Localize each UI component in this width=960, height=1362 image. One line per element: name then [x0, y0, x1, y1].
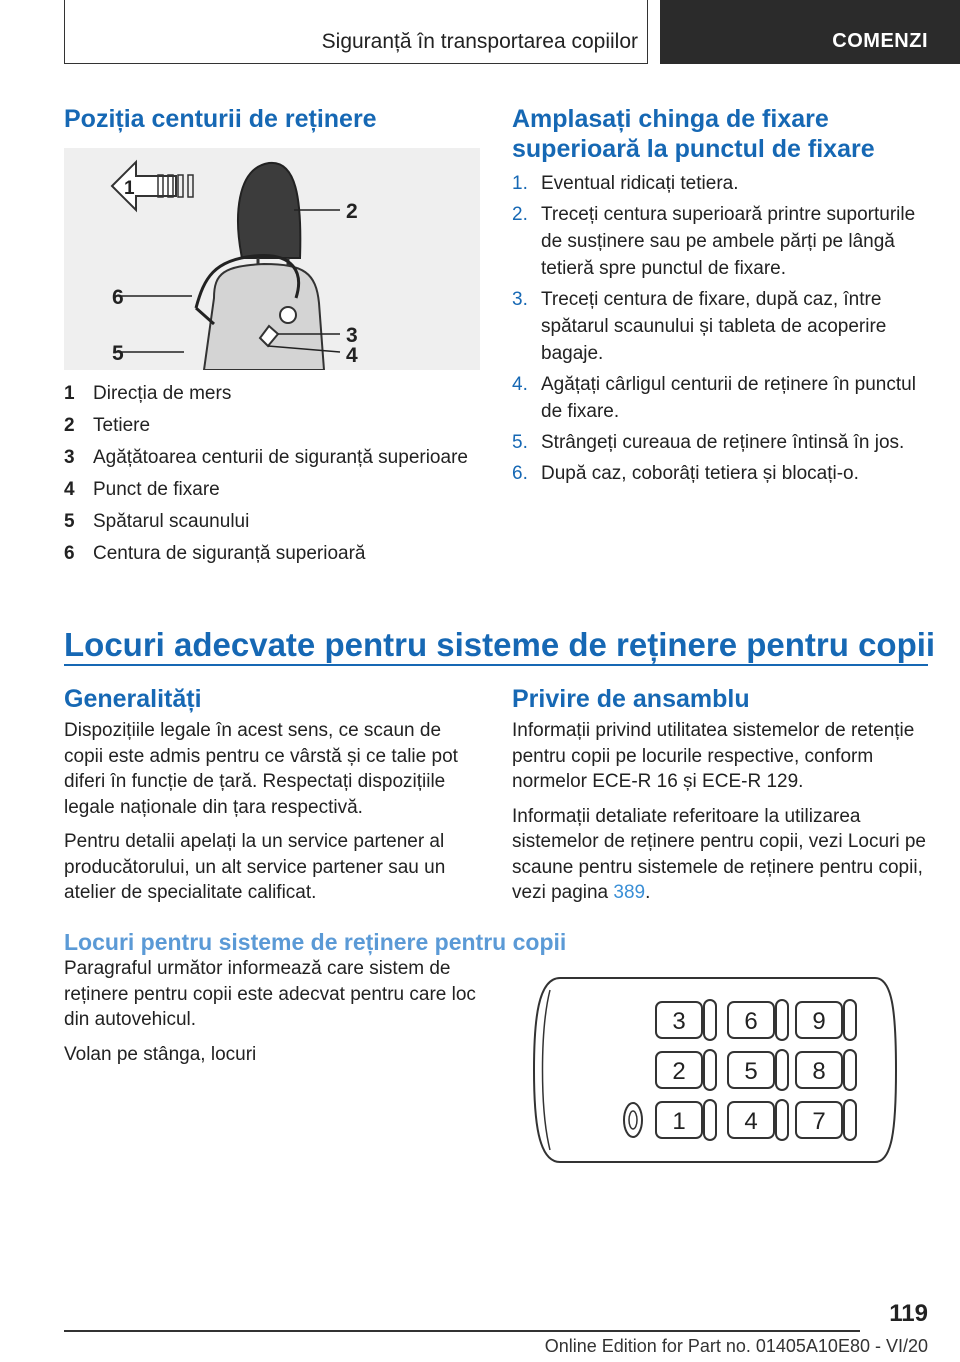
- seats-paragraph: Paragraful următor informează care sistem de reținere pentru copii este adecvat pentru care loc din autovehicul.: [64, 958, 476, 1030]
- headrest-illustration: [64, 148, 480, 370]
- overview-heading: Privire de ansamblu: [512, 685, 750, 713]
- list-item: 1. Eventual ridicați tetiera.: [512, 173, 739, 194]
- seats-body: [64, 956, 478, 1076]
- page-number: 119: [889, 1300, 928, 1327]
- attach-strap-heading: Amplasați chinga de fixare superioară la punctul de fixare: [512, 105, 875, 163]
- overview-body: [512, 718, 928, 915]
- seat-layout-drawing: [530, 970, 900, 1170]
- seat-number: 7: [812, 1108, 826, 1135]
- general-paragraph: Pentru detalii apelați la un service partener al producătorului, un alt service partener sau un atelier de specialitate calificat.: [64, 831, 446, 903]
- list-item: 4. Agățați cârligul centurii de reținere în punctul de fixare.: [512, 374, 916, 422]
- legend-item: 5 Spătarul scaunului: [64, 511, 250, 532]
- list-item: 2. Treceți centura superioară printre suporturile de susținere sau pe ambele părți pe lângă tetieră spre punctul de fixare.: [512, 204, 916, 279]
- general-heading: Generalități: [64, 685, 202, 713]
- figure-label-4: 4: [346, 344, 358, 367]
- general-paragraph: Dispozițiile legale în acest sens, ce scaun de copii este admis pentru ce vârstă și ce talie pot diferi în funcție de țară. Respectați dispozițiile legale naționale din țara respectivă.: [64, 720, 458, 818]
- seat-number: 8: [812, 1058, 826, 1085]
- list-item: 5. Strângeți cureaua de reținere întinsă în jos.: [512, 432, 905, 453]
- chapter-title: Siguranță în transportarea copiilor: [321, 30, 638, 53]
- list-item: 6. După caz, coborâți tetiera și blocați-o.: [512, 463, 859, 484]
- seat-layout-diagram: [530, 970, 900, 1170]
- belt-position-heading: Poziția centurii de reținere: [64, 105, 377, 133]
- overview-paragraph: Informații privind utilitatea sistemelor de retenție pentru copii pe locurile respective, conform normelor ECE-R 16 și ECE-R 129.: [512, 720, 915, 792]
- headrest-drawing: [64, 148, 480, 370]
- suitable-seats-heading: Locuri adecvate pentru sisteme de reținere pentru copii: [64, 626, 936, 663]
- overview-paragraph: Informații detaliate referitoare la utilizarea sistemelor de reținere pentru copii, vezi Locuri pe scaune pentru sistemele de reținere pentru copii, vezi pagina 389.: [512, 805, 926, 903]
- figure-label-3: 3: [346, 324, 358, 347]
- heading-divider: [64, 664, 928, 666]
- seat-number: 9: [812, 1008, 826, 1035]
- seat-number: 6: [744, 1008, 758, 1035]
- legend-item: 6 Centura de siguranță superioară: [64, 543, 366, 564]
- figure-label-5: 5: [112, 342, 124, 365]
- general-body: [64, 718, 478, 915]
- legend-item: 4 Punct de fixare: [64, 479, 220, 500]
- list-item: 3. Treceți centura de fixare, după caz, între spătarul scaunului și tableta de acoperire bagaje.: [512, 289, 887, 364]
- figure-label-1: 1: [124, 178, 135, 199]
- figure-label-6: 6: [112, 286, 124, 309]
- edition-note: Online Edition for Part no. 01405A10E80 - VI/20: [544, 1336, 928, 1356]
- seat-number: 4: [744, 1108, 758, 1135]
- legend-item: 3 Agățătoarea centurii de siguranță superioare: [64, 447, 468, 468]
- seats-heading: Locuri pentru sisteme de reținere pentru copii: [64, 929, 567, 955]
- footer-divider: [64, 1330, 860, 1332]
- seat-number: 1: [672, 1108, 686, 1135]
- legend-item: 1 Direcția de mers: [64, 383, 232, 404]
- seat-number: 3: [672, 1008, 686, 1035]
- attach-steps-list: [512, 170, 928, 491]
- figure-legend: [64, 378, 484, 570]
- legend-item: 2 Tetiere: [64, 415, 151, 436]
- seat-number: 2: [672, 1058, 686, 1085]
- page-link[interactable]: 389: [613, 882, 646, 903]
- seats-paragraph: Volan pe stânga, locuri: [64, 1043, 257, 1065]
- section-tab-label[interactable]: COMENZI: [832, 30, 928, 52]
- seat-number: 5: [744, 1058, 758, 1085]
- figure-label-2: 2: [346, 200, 358, 223]
